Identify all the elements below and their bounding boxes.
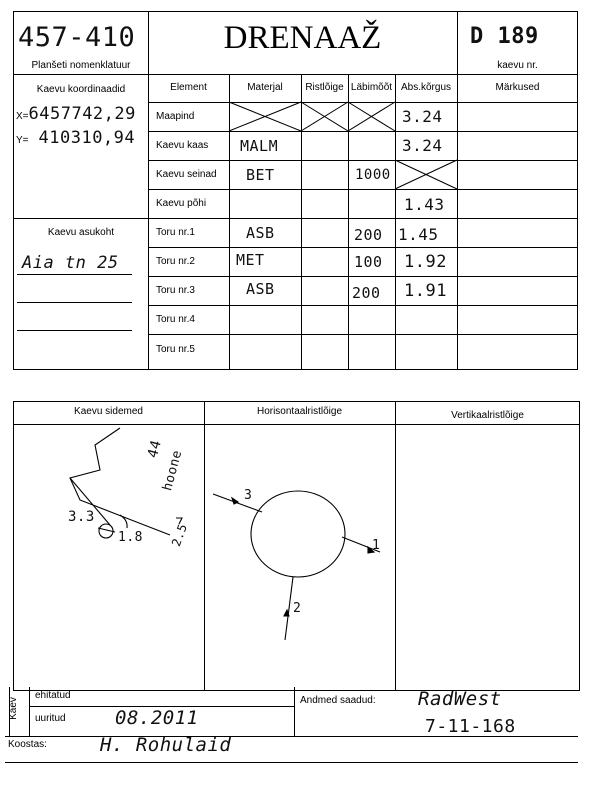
col-header-material: Materjal [247,82,283,93]
surveyed-label: uuritud [35,713,66,724]
row-diameter: 100 [354,253,383,271]
plansheet-number: 457-410 [18,22,136,53]
coordinates-label: Kaevu koordinaadid [36,84,126,95]
well-number: D 189 [470,24,539,49]
row-element: Kaevu seinad [156,169,217,180]
row-element: Kaevu kaas [156,140,209,151]
coordinate-y-value: 410310,94 [38,128,136,148]
row-material: ASB [246,280,275,298]
row-element: Maapind [156,111,195,122]
sketch-horizontal-label: Horisontaalristlõige [256,406,343,417]
row-element: Toru nr.2 [156,256,195,267]
row-element: Toru nr.5 [156,344,195,355]
sketch-connections-label: Kaevu sidemed [74,406,143,417]
row-abs-height: 1.92 [404,252,447,272]
location-label: Kaevu asukoht [47,227,115,238]
row-element: Toru nr.1 [156,227,195,238]
sketch-vertical-label: Vertikaalristlõige [451,410,524,421]
pipe-label-2: 2 [293,601,302,616]
row-material: MALM [240,137,279,155]
col-header-diameter: Läbimõõt [350,82,393,93]
compiled-label: Koostas: [8,739,47,750]
built-label: ehitatud [35,690,71,701]
well-number-label: kaevu nr. [497,60,538,71]
row-material: MET [236,251,265,269]
data-from-value: RadWest [418,688,502,710]
row-abs-height: 1.45 [398,225,439,244]
plansheet-label: Planšeti nomenklatuur [31,60,131,71]
location-value: Aia tn 25 [22,253,119,273]
footer-side-label: Kaev [7,697,19,720]
connections-dist-corner: 2.5 [169,521,191,549]
row-abs-height: 1.91 [404,281,447,301]
connections-wall-label-b: hoone [160,448,186,493]
col-header-abs-height: Abs.kõrgus [400,82,452,93]
row-element: Toru nr.4 [156,314,195,325]
connections-dist-right: 1.8 [118,530,143,545]
col-header-cross-section: Ristlõige [305,82,344,93]
pipe-label-3: 3 [244,488,253,503]
row-element: Kaevu põhi [156,198,207,209]
compiled-value: H. Rohulaid [100,734,232,756]
coordinate-x-value: 6457742,29 [28,104,136,124]
row-diameter: 200 [352,284,381,302]
row-element: Toru nr.3 [156,285,195,296]
row-diameter: 1000 [355,167,391,183]
col-header-element: Element [170,82,207,93]
row-material: ASB [246,224,275,242]
connections-dist-left: 3.3 [68,509,95,525]
connections-wall-label-a: 44 [144,438,165,460]
coordinate-y-prefix: Y= [16,135,29,146]
page-title: DRENAAŽ [223,20,382,56]
coordinate-x-prefix: X= [16,111,29,122]
data-from-ref: 7-11-168 [425,716,516,737]
row-material: BET [246,166,275,184]
data-from-label: Andmed saadud: [300,695,376,706]
pipe-label-1: 1 [372,538,381,553]
row-abs-height: 3.24 [402,107,443,126]
row-diameter: 200 [354,226,383,244]
row-abs-height: 1.43 [404,195,445,214]
surveyed-value: 08.2011 [115,707,199,729]
col-header-notes: Märkused [495,82,540,93]
row-abs-height: 3.24 [402,136,443,155]
